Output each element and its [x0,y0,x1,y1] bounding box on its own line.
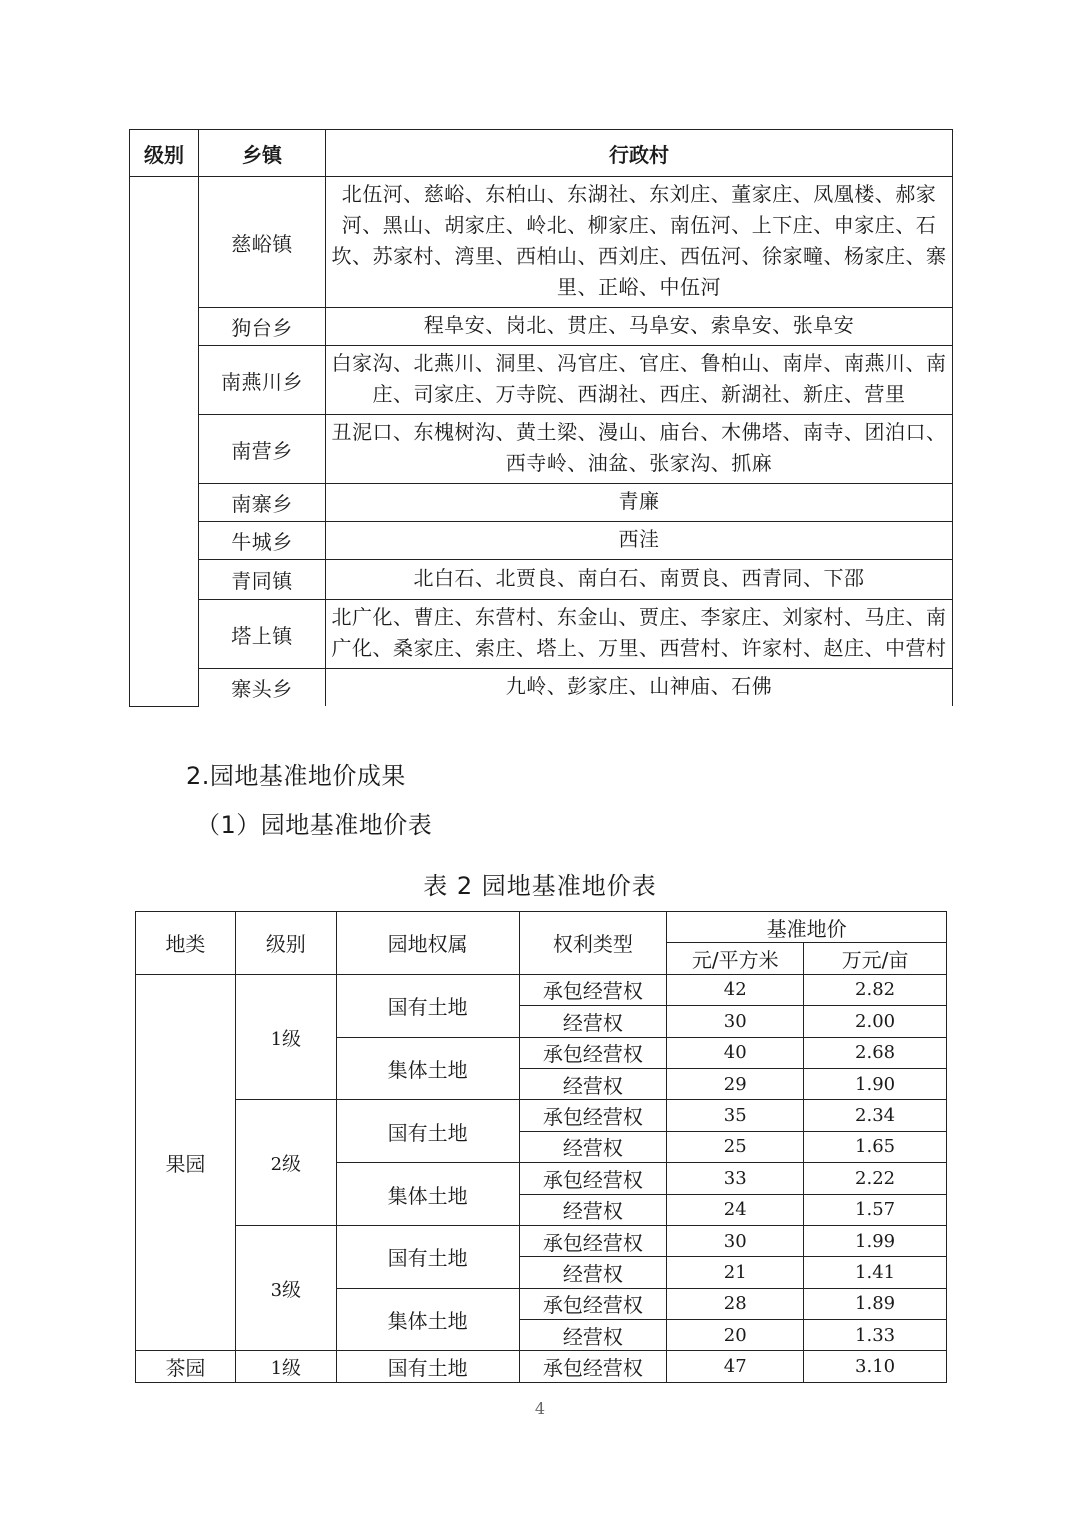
table-title: 表 2 园地基准地价表 [423,872,657,900]
header-ownership: 园地权属 [336,912,519,975]
table-row [130,177,953,308]
ownership-cell: 国有土地 [336,974,519,1037]
price-sqm-cell: 28 [667,1288,804,1319]
level-cell [235,974,336,1100]
header-town: 乡镇 [199,130,326,177]
town-cell: 南燕川乡 [199,346,326,415]
right-type-cell: 承包经营权 [519,974,667,1005]
town-cell: 狗台乡 [199,308,326,346]
table-row [130,484,953,522]
price-sqm-cell: 30 [667,1006,804,1037]
header-unit-sqm: 元/平方米 [667,943,804,974]
price-mu-cell: 1.90 [804,1068,947,1099]
table-row [130,522,953,560]
town-cell: 南寨乡 [199,484,326,522]
level-number: 1 [270,1028,283,1050]
price-mu-cell: 1.33 [804,1320,947,1351]
table-row [136,974,947,1005]
town-cell: 青同镇 [199,560,326,600]
table-header-row [136,912,947,943]
land-type-cell: 茶园 [136,1351,236,1382]
price-mu-cell: 2.34 [804,1100,947,1131]
town-cell: 寨头乡 [199,669,326,707]
table-row [130,308,953,346]
town-cell: 慈峪镇 [199,177,326,308]
price-sqm-cell: 42 [667,974,804,1005]
level-suffix: 级 [282,1027,302,1050]
header-right-type: 权利类型 [519,912,667,975]
villages-cell: 程阜安、岗北、贯庄、马阜安、索阜安、张阜安 [326,308,953,346]
villages-cell: 丑泥口、东槐树沟、黄土梁、漫山、庙台、木佛塔、南寺、团泊口、西寺岭、油盆、张家沟、抓麻 [326,415,953,484]
price-sqm-cell: 47 [667,1351,804,1382]
price-sqm-cell: 20 [667,1320,804,1351]
land-type-cell: 果园 [136,974,236,1351]
header-land-type: 地类 [136,912,236,975]
header-level: 级别 [130,130,199,177]
right-type-cell: 经营权 [519,1068,667,1099]
village-level-table [129,129,953,707]
ownership-cell: 国有土地 [336,1225,519,1288]
level-cell [235,1100,336,1226]
garden-land-price-table [135,911,947,1383]
price-mu-cell: 2.00 [804,1006,947,1037]
price-mu-cell: 1.99 [804,1225,947,1256]
table-row [130,560,953,600]
right-type-cell: 承包经营权 [519,1351,667,1382]
right-type-cell: 经营权 [519,1131,667,1162]
town-cell: 塔上镇 [199,600,326,669]
villages-cell: 西洼 [326,522,953,560]
price-sqm-cell: 33 [667,1163,804,1194]
price-mu-cell: 2.68 [804,1037,947,1068]
header-villages: 行政村 [326,130,953,177]
header-unit-mu: 万元/亩 [804,943,947,974]
ownership-cell: 集体土地 [336,1037,519,1100]
villages-cell: 北伍河、慈峪、东柏山、东湖社、东刘庄、董家庄、凤凰楼、郝家河、黑山、胡家庄、岭北、柳家庄、南伍河、上下庄、申家庄、石坎、苏家村、湾里、西柏山、西刘庄、西伍河、徐家疃、杨家庄、寨里、正峪、中伍河 [326,177,953,308]
price-sqm-cell: 24 [667,1194,804,1225]
ownership-cell: 国有土地 [336,1100,519,1163]
price-mu-cell: 1.57 [804,1194,947,1225]
level-suffix: 级 [282,1153,302,1176]
price-sqm-cell: 21 [667,1257,804,1288]
town-cell: 牛城乡 [199,522,326,560]
town-cell: 南营乡 [199,415,326,484]
price-mu-cell: 2.82 [804,974,947,1005]
right-type-cell: 承包经营权 [519,1100,667,1131]
price-mu-cell: 2.22 [804,1163,947,1194]
table-row [136,1351,947,1382]
ownership-cell: 集体土地 [336,1163,519,1226]
level-cell [130,177,199,707]
villages-cell: 青廉 [326,484,953,522]
right-type-cell: 经营权 [519,1320,667,1351]
level-number: 3 [270,1279,283,1301]
price-sqm-cell: 35 [667,1100,804,1131]
table-row [136,1100,947,1131]
villages-cell: 九岭、彭家庄、山神庙、石佛 [326,669,953,707]
header-base-price: 基准地价 [667,912,947,943]
table-row [130,600,953,669]
level-number: 2 [270,1154,283,1176]
price-mu-cell: 1.65 [804,1131,947,1162]
section-heading: 2.园地基准地价成果 [186,762,406,790]
price-sqm-cell: 29 [667,1068,804,1099]
table-row [130,669,953,707]
price-mu-cell: 1.41 [804,1257,947,1288]
right-type-cell: 承包经营权 [519,1037,667,1068]
right-type-cell: 经营权 [519,1194,667,1225]
price-sqm-cell: 30 [667,1225,804,1256]
price-sqm-cell: 25 [667,1131,804,1162]
right-type-cell: 经营权 [519,1257,667,1288]
table-header-row [130,130,953,177]
ownership-cell: 集体土地 [336,1288,519,1351]
table-row [130,346,953,415]
page-number: 4 [534,1399,546,1418]
header-level: 级别 [235,912,336,975]
level-cell [235,1351,336,1382]
villages-cell: 白家沟、北燕川、洞里、冯官庄、官庄、鲁柏山、南岸、南燕川、南庄、司家庄、万寺院、西湖社、西庄、新湖社、新庄、营里 [326,346,953,415]
villages-cell: 北白石、北贾良、南白石、南贾良、西青同、下邵 [326,560,953,600]
level-cell [235,1225,336,1351]
price-mu-cell: 3.10 [804,1351,947,1382]
table-row [136,1225,947,1256]
right-type-cell: 承包经营权 [519,1163,667,1194]
level-number: 1 [270,1358,283,1380]
right-type-cell: 承包经营权 [519,1225,667,1256]
table-row [130,415,953,484]
level-suffix: 级 [282,1278,302,1301]
price-sqm-cell: 40 [667,1037,804,1068]
price-mu-cell: 1.89 [804,1288,947,1319]
right-type-cell: 承包经营权 [519,1288,667,1319]
subsection-heading: （1）园地基准地价表 [196,811,433,839]
level-suffix: 级 [282,1357,302,1380]
right-type-cell: 经营权 [519,1006,667,1037]
ownership-cell: 国有土地 [336,1351,519,1382]
villages-cell: 北广化、曹庄、东营村、东金山、贾庄、李家庄、刘家村、马庄、南广化、桑家庄、索庄、塔上、万里、西营村、许家村、赵庄、中营村 [326,600,953,669]
